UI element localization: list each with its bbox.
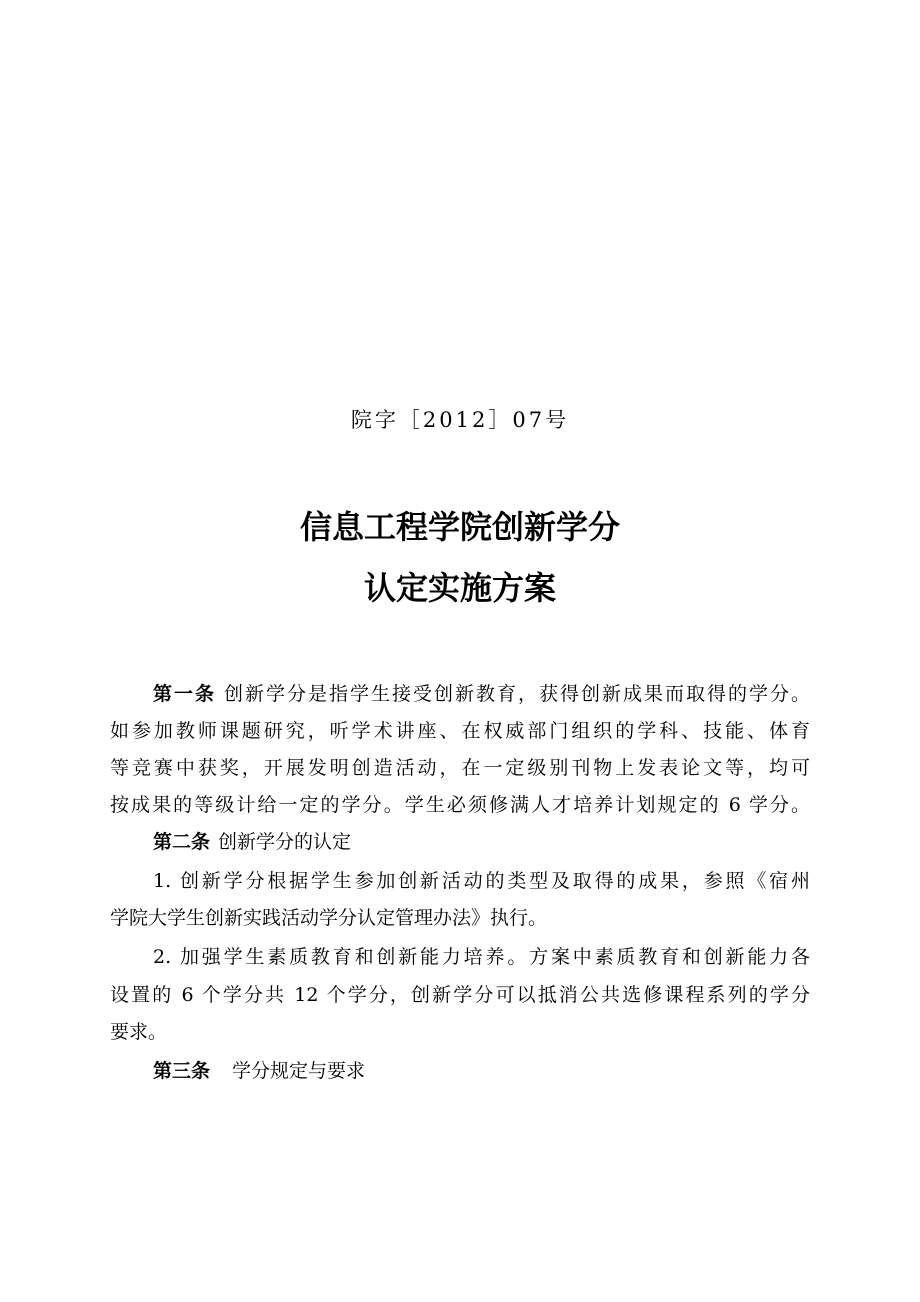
article-2-item-2-line-3: 要求。 — [110, 1021, 168, 1043]
article-2-line — [153, 827, 810, 857]
article-1-line-4: 按成果的等级计给一定的学分。学生必须修满人才培养计划规定的 6 学分。 — [110, 794, 810, 816]
document-number: 院字［2012］07号 — [350, 408, 570, 432]
article-1-line-1 — [153, 679, 810, 709]
article-2-text: 创新学分的认定 — [218, 831, 352, 853]
article-3-heading: 第三条 — [153, 1060, 211, 1082]
document-title-line-2: 认定实施方案 — [363, 569, 556, 607]
article-1-line-3: 等竞赛中获奖，开展发明创造活动，在一定级别刊物上发表论文等，均可 — [110, 757, 810, 779]
article-2-item-1-line-1: 1. 创新学分根据学生参加创新活动的类型及取得的成果，参照《宿州 — [153, 870, 810, 892]
article-2-item-2-line-1: 2. 加强学生素质教育和创新能力培养。方案中素质教育和创新能力各 — [153, 946, 810, 968]
article-1-heading: 第一条 — [153, 683, 216, 705]
article-1-line-2: 如参加教师课题研究，听学术讲座、在权威部门组织的学科、技能、体育 — [110, 720, 810, 742]
article-2-item-1-line-2: 学院大学生创新实践活动学分认定管理办法》执行。 — [110, 907, 548, 929]
article-3-line — [153, 1056, 810, 1086]
document-title-line-1: 信息工程学院创新学分 — [299, 508, 620, 546]
article-2-item-2-line-2: 设置的 6 个学分共 12 个学分，创新学分可以抵消公共选修课程系列的学分 — [110, 984, 810, 1006]
article-3-text: 学分规定与要求 — [232, 1060, 366, 1082]
article-2-heading: 第二条 — [153, 831, 211, 853]
article-1-text-1: 创新学分是指学生接受创新教育，获得创新成果而取得的学分。 — [224, 683, 810, 705]
